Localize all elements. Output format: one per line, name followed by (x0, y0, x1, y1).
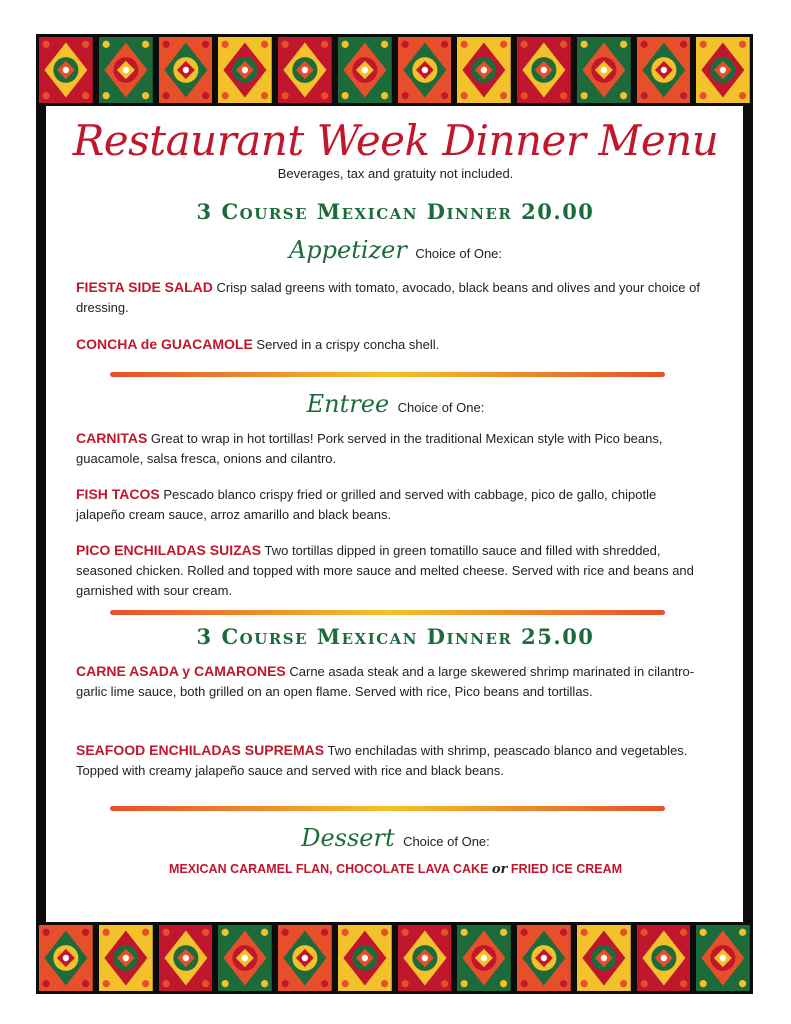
top-tile-border (36, 34, 753, 106)
menu-item (76, 277, 706, 318)
decorative-tile (215, 922, 275, 994)
section-divider (110, 610, 665, 615)
item-description: Two enchiladas with shrimp, peascado blanco and vegetables. Topped with creamy jalapeño sauce and served with rice and black beans. (76, 743, 688, 778)
decorative-tile (156, 34, 216, 106)
decorative-tile (275, 34, 335, 106)
entree-section-header (0, 390, 791, 418)
item-name: CARNE ASADA y CAMARONES (76, 663, 286, 679)
item-name: CARNITAS (76, 430, 148, 446)
item-description: Great to wrap in hot tortillas! Pork served in the traditional Mexican style with Pico beans, guacamole, salsa fresca, onions and cilantro. (76, 431, 663, 466)
section-divider (110, 806, 665, 811)
menu-item (76, 661, 706, 702)
dessert-options-a: MEXICAN CARAMEL FLAN, CHOCOLATE LAVA CAKE (168, 862, 489, 876)
appetizer-choice: Choice of One: (415, 246, 503, 261)
decorative-tile (96, 922, 156, 994)
dessert-or: or (491, 862, 508, 877)
decorative-tile (514, 34, 574, 106)
decorative-tile (574, 34, 634, 106)
item-name: FISH TACOS (76, 486, 160, 502)
menu-item (76, 428, 706, 469)
item-name: PICO ENCHILADAS SUIZAS (76, 542, 262, 558)
section-divider (110, 372, 665, 377)
entree-label: Entree (306, 390, 390, 418)
dessert-choice: Choice of One: (403, 834, 490, 849)
course-1-heading: 3 Course Mexican Dinner 20.00 (196, 199, 595, 224)
item-description: Pescado blanco crispy fried or grilled and served with cabbage, pico de gallo, chipotle jalapeño cream sauce, arroz amarillo and black beans. (76, 487, 657, 522)
dessert-options-b: FRIED ICE CREAM (510, 862, 623, 876)
decorative-tile (275, 922, 335, 994)
appetizer-label: Appetizer (288, 236, 407, 264)
item-name: FIESTA SIDE SALAD (76, 279, 213, 295)
decorative-tile (574, 922, 634, 994)
item-description: Served in a crispy concha shell. (252, 337, 440, 352)
dessert-label: Dessert (301, 824, 395, 852)
item-description: Crisp salad greens with tomato, avocado, black beans and olives and your choice of dressing. (76, 280, 700, 315)
dessert-section-header (0, 824, 791, 852)
decorative-tile (36, 922, 96, 994)
decorative-tile (96, 34, 156, 106)
item-description: Carne asada steak and a large skewered shrimp marinated in cilantro-garlic lime sauce, both grilled on an open flame. Served with rice, Pico beans and tortillas. (76, 664, 695, 699)
menu-item (76, 740, 706, 781)
menu-title: Restaurant Week Dinner Menu (72, 116, 719, 165)
item-description: Two tortillas dipped in green tomatillo sauce and filled with shredded, seasoned chicken. Rolled and topped with more sauce and melted cheese. Served with rice and beans and garnished with sour cream. (76, 543, 694, 598)
decorative-tile (693, 922, 753, 994)
dessert-options (0, 862, 791, 877)
item-name: SEAFOOD ENCHILADAS SUPREMAS (76, 742, 325, 758)
decorative-tile (156, 922, 216, 994)
menu-item (76, 540, 706, 601)
item-name: CONCHA de GUACAMOLE (76, 336, 253, 352)
course-2-heading: 3 Course Mexican Dinner 25.00 (196, 624, 595, 649)
menu-subtitle: Beverages, tax and gratuity not included. (277, 166, 514, 181)
decorative-tile (335, 922, 395, 994)
appetizer-section-header (0, 236, 791, 264)
decorative-tile (36, 34, 96, 106)
decorative-tile (514, 922, 574, 994)
decorative-tile (454, 34, 514, 106)
decorative-tile (634, 34, 694, 106)
menu-item (76, 334, 706, 355)
decorative-tile (634, 922, 694, 994)
bottom-tile-border (36, 922, 753, 994)
menu-item (76, 484, 706, 525)
decorative-tile (693, 34, 753, 106)
decorative-tile (454, 922, 514, 994)
decorative-tile (335, 34, 395, 106)
decorative-tile (395, 922, 455, 994)
entree-choice: Choice of One: (397, 400, 485, 415)
decorative-tile (215, 34, 275, 106)
decorative-tile (395, 34, 455, 106)
